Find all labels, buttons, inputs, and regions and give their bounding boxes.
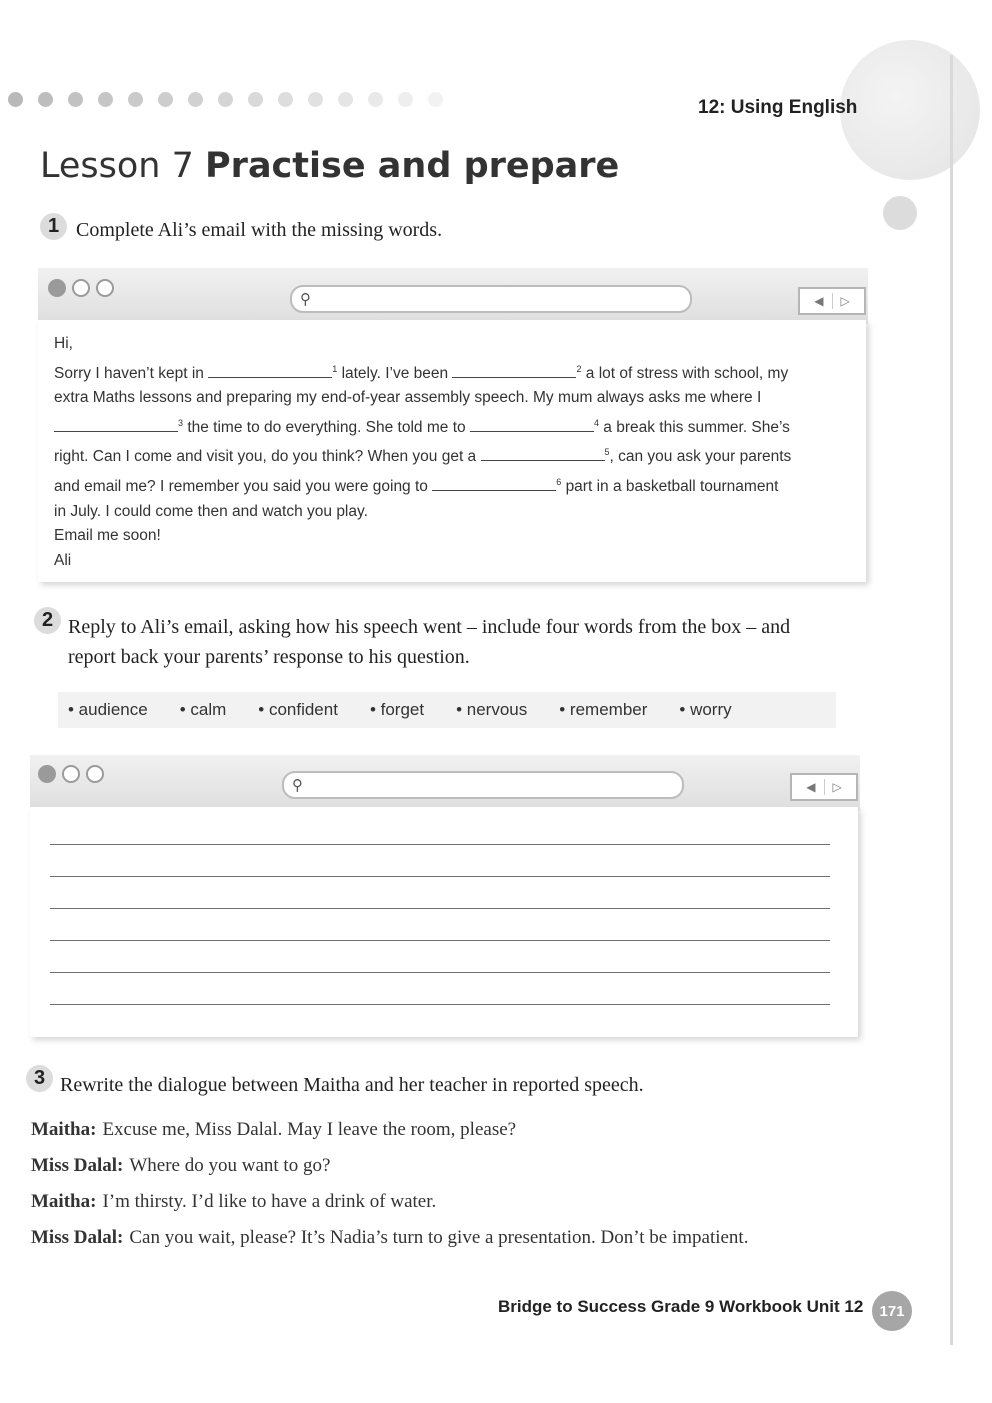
lesson-prefix: Lesson 7 bbox=[40, 146, 194, 186]
word-item: • calm bbox=[179, 700, 227, 719]
blank-5[interactable] bbox=[481, 446, 605, 461]
search-input[interactable] bbox=[282, 771, 684, 799]
word-item: • worry bbox=[679, 700, 732, 719]
exercise-2-instruction: Reply to Ali’s email, asking how his speech went – include four words from the box – and report back your parents’ response to his question. bbox=[68, 616, 791, 668]
decorative-circle-small bbox=[883, 196, 917, 230]
writing-line[interactable] bbox=[50, 844, 830, 845]
email-greeting: Hi, bbox=[54, 335, 73, 352]
blank-3[interactable] bbox=[54, 417, 178, 432]
search-input[interactable] bbox=[290, 285, 692, 313]
word-item: • remember bbox=[559, 700, 648, 719]
email-window-2 bbox=[30, 755, 860, 1039]
exercise-2-number: 2 bbox=[34, 607, 61, 634]
exercise-1-instruction: Complete Ali’s email with the missing words. bbox=[76, 219, 443, 241]
word-item: • forget bbox=[369, 700, 425, 719]
dialogue-line: Miss Dalal: Can you wait, please? It’s Nadia’s turn to give a presentation. Don’t be impatient. bbox=[31, 1227, 749, 1248]
arrow-left-icon[interactable]: ◀ bbox=[814, 294, 824, 308]
writing-line[interactable] bbox=[50, 940, 830, 941]
dialogue-line: Maitha: I’m thirsty. I’d like to have a drink of water. bbox=[31, 1191, 437, 1212]
blank-2[interactable] bbox=[452, 363, 576, 378]
email-body bbox=[38, 320, 866, 582]
email-line-5: and email me? I remember you said you were going to $^6$ part in a basketball tournament bbox=[54, 476, 779, 496]
writing-line[interactable] bbox=[50, 1004, 830, 1005]
nav-buttons[interactable] bbox=[790, 773, 858, 801]
window-controls bbox=[48, 279, 114, 297]
writing-line[interactable] bbox=[50, 876, 830, 877]
footer-title: Bridge to Success Grade 9 Workbook Unit 12 bbox=[498, 1297, 864, 1316]
dialogue bbox=[31, 1112, 748, 1256]
blank-4[interactable] bbox=[470, 417, 594, 432]
decorative-circle bbox=[840, 40, 980, 180]
email-window-1 bbox=[38, 268, 868, 584]
page-number: 171 bbox=[872, 1291, 912, 1331]
email-closing: Email me soon! bbox=[54, 527, 161, 545]
word-item: • nervous bbox=[456, 700, 528, 719]
email-line-2: extra Maths lessons and preparing my end-of-year assembly speech. My mum always asks me where I bbox=[54, 389, 762, 407]
decorative-dots bbox=[8, 92, 443, 107]
exercise-1-number: 1 bbox=[40, 213, 67, 240]
word-item: • confident bbox=[258, 700, 338, 719]
blank-1[interactable] bbox=[208, 363, 332, 378]
dialogue-line: Miss Dalal: Where do you want to go? bbox=[31, 1155, 331, 1176]
blank-6[interactable] bbox=[432, 476, 556, 491]
search-icon: ⚲ bbox=[292, 776, 303, 794]
email-signature: Ali bbox=[54, 551, 72, 569]
email-line-4: right. Can I come and visit you, do you think? When you get a $^5$, can you ask your parents bbox=[54, 447, 792, 466]
writing-line[interactable] bbox=[50, 908, 830, 909]
exercise-3-number: 3 bbox=[26, 1065, 53, 1092]
unit-header: 12: Using English bbox=[698, 97, 858, 118]
email-line-1: Sorry I haven’t kept in $^1$ lately. I’ve been $^2$ a lot of stress with school, my bbox=[54, 363, 789, 382]
lesson-name: Practise and prepare bbox=[205, 146, 620, 186]
exercise-3-instruction: Rewrite the dialogue between Maitha and her teacher in reported speech. bbox=[60, 1074, 644, 1096]
arrow-right-icon[interactable]: ▷ bbox=[832, 780, 842, 794]
arrow-right-icon[interactable]: ▷ bbox=[840, 294, 850, 308]
writing-line[interactable] bbox=[50, 972, 830, 973]
dialogue-line: Maitha: Excuse me, Miss Dalal. May I leave the room, please? bbox=[31, 1119, 517, 1140]
word-box bbox=[58, 692, 836, 728]
email-line-3: $^3$ the time to do everything. She told me to $^4$ a break this summer. She’s bbox=[54, 411, 854, 441]
nav-buttons[interactable] bbox=[798, 287, 866, 315]
arrow-left-icon[interactable]: ◀ bbox=[806, 780, 816, 794]
word-item: • audience bbox=[68, 700, 148, 719]
page-edge bbox=[950, 55, 953, 1345]
email-line-6: in July. I could come then and watch you play. bbox=[54, 502, 368, 520]
search-icon: ⚲ bbox=[300, 290, 311, 308]
lesson-title bbox=[40, 146, 619, 186]
reply-body bbox=[30, 807, 858, 1037]
window-controls bbox=[38, 765, 104, 783]
